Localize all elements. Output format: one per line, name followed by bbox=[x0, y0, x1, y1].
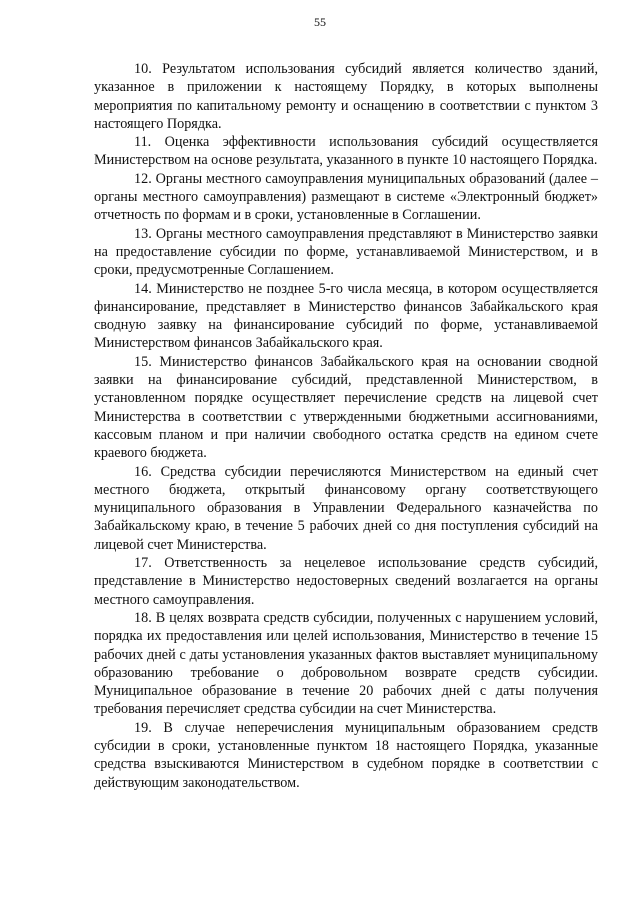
page-number: 55 bbox=[314, 15, 326, 29]
paragraph-13: 13. Органы местного самоуправления представляют в Министерство заявки на предоставление субсидии по форме, устанавливаемой Министерством, и в сроки, предусмотренные Соглашением. bbox=[94, 225, 598, 279]
paragraph-18: 18. В целях возврата средств субсидии, полученных с нарушением условий, порядка их предоставления или целей использования, Министерство в течение 15 рабочих дней с даты установления указанных фактов выставляет муниципальному образованию требование о добровольном возврате средств субсидии. Муниципальное образование в течение 20 рабочих дней с даты получения требования перечисляет средства субсидии на счет Министерства. bbox=[94, 609, 598, 718]
paragraph-17: 17. Ответственность за нецелевое использование средств субсидий, представление в Министерство недостоверных сведений возлагается на органы местного самоуправления. bbox=[94, 555, 598, 608]
paragraph-12: 12. Органы местного самоуправления муниципальных образований (далее – органы местного самоуправления) размещают в системе «Электронный бюджет» отчетность по формам и в сроки, установленные в Соглашении. bbox=[94, 170, 598, 224]
paragraph-16: 16. Средства субсидии перечисляются Министерством на единый счет местного бюджета, открытый финансовому органу соответствующего муниципального образования в Управлении Федерального казначейства по Забайкальскому краю, в течение 5 рабочих дней со дня поступления субсидий на лицевой счет Министерства. bbox=[94, 463, 598, 553]
document-body bbox=[94, 60, 598, 792]
paragraph-11: 11. Оценка эффективности использования субсидий осуществляется Министерством на основе результата, указанного в пункте 10 настоящего Порядка. bbox=[94, 134, 598, 169]
paragraph-10: 10. Результатом использования субсидий является количество зданий, указанное в приложении к настоящему Порядку, в которых выполнены мероприятия по капитальному ремонту и оснащению в соответствии с пунктом 3 настоящего Порядка. bbox=[94, 61, 598, 132]
paragraph-15: 15. Министерство финансов Забайкальского края на основании сводной заявки на финансирование субсидий, представленной Министерством, в установленном порядке осуществляет перечисление средств на лицевой счет Министерства в соответствии с утвержденными бюджетными ассигнованиями, кассовым планом и при наличии свободного остатка средств на едином счете краевого бюджета. bbox=[94, 353, 598, 462]
paragraph-14: 14. Министерство не позднее 5-го числа месяца, в котором осуществляется финансирование, представляет в Министерство финансов Забайкальского края сводную заявку на финансирование субсидий по форме, устанавливаемой Министерством финансов Забайкальского края. bbox=[94, 280, 598, 352]
paragraph-19: 19. В случае неперечисления муниципальным образованием средств субсидии в сроки, установленные пунктом 18 настоящего Порядка, указанные средства взыскиваются Министерством в судебном порядке в соответствии с действующим законодательством. bbox=[94, 719, 598, 791]
